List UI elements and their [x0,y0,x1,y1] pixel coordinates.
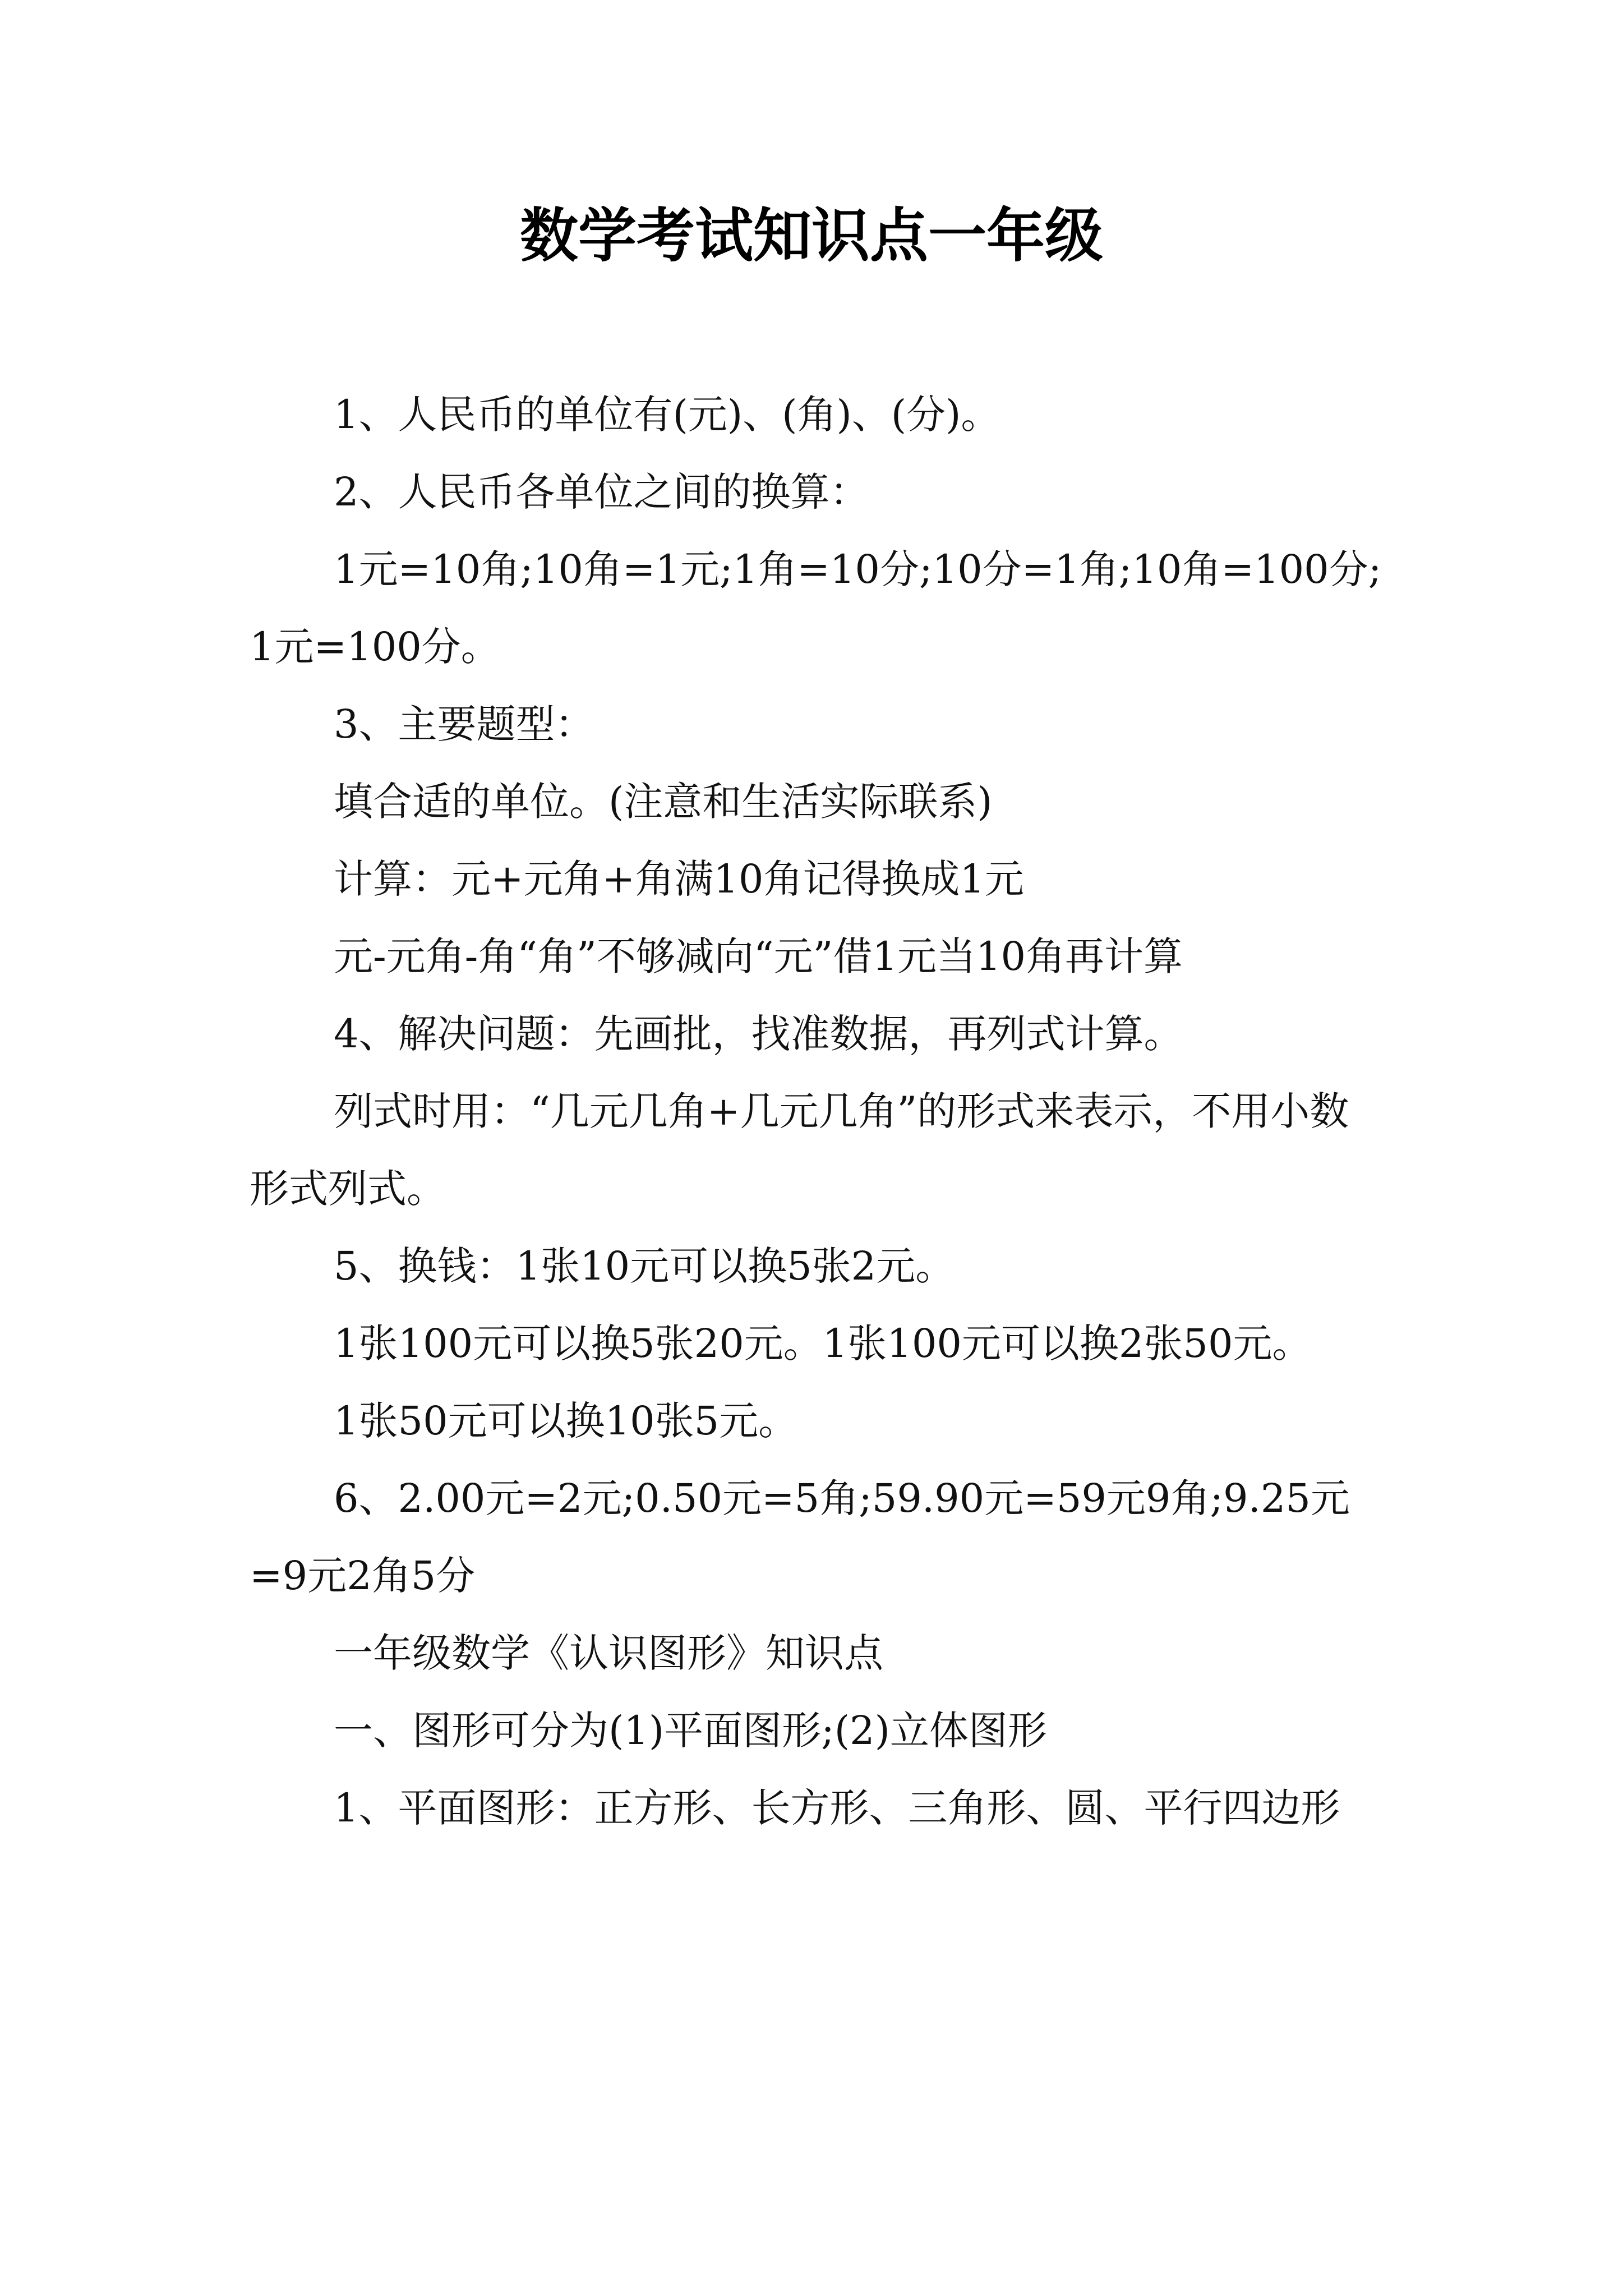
paragraph-exchange-50: 1张50元可以换10张5元。 [334,1398,798,1444]
paragraph-conversion-rules: 1元=10角;10角=1元;1角=10分;10分=1角;10角=100分;1元=100分。 [250,546,1382,670]
paragraph-question-types: 3、主要题型： [334,701,594,747]
paragraph-problem-solving: 4、解决问题：先画批，找准数据，再列式计算。 [334,1011,1183,1057]
paragraph-subtraction: 元-元角-角“角”不够减向“元”借1元当10角再计算 [334,933,1183,979]
paragraph-conversion-heading: 2、人民币各单位之间的换算： [334,469,869,515]
paragraph-addition: 计算：元+元角+角满10角记得换成1元 [334,856,1024,902]
document-title: 数学考试知识点一年级 [519,201,1103,270]
paragraph-fill-units: 填合适的单位。(注意和生活实际联系) [334,779,993,825]
paragraph-exchange-10: 5、换钱：1张10元可以换5张2元。 [334,1243,955,1289]
paragraph-currency-units: 1、人民币的单位有(元)、(角)、(分)。 [334,392,1000,438]
document-body [250,376,1382,1847]
paragraph-expression-format: 列式时用：“几元几角+几元几角”的形式来表示，不用小数形式列式。 [250,1088,1349,1212]
paragraph-decimal-conversion: 6、2.00元=2元;0.50元=5角;59.90元=59元9角;9.25元=9元2角5分 [250,1475,1350,1599]
paragraph-shape-categories: 一、图形可分为(1)平面图形;(2)立体图形 [334,1708,1047,1754]
paragraph-plane-shapes: 1、平面图形：正方形、长方形、三角形、圆、平行四边形 [334,1785,1340,1831]
paragraph-exchange-100: 1张100元可以换5张20元。1张100元可以换2张50元。 [334,1320,1312,1366]
paragraph-shapes-heading: 一年级数学《认识图形》知识点 [334,1630,883,1676]
